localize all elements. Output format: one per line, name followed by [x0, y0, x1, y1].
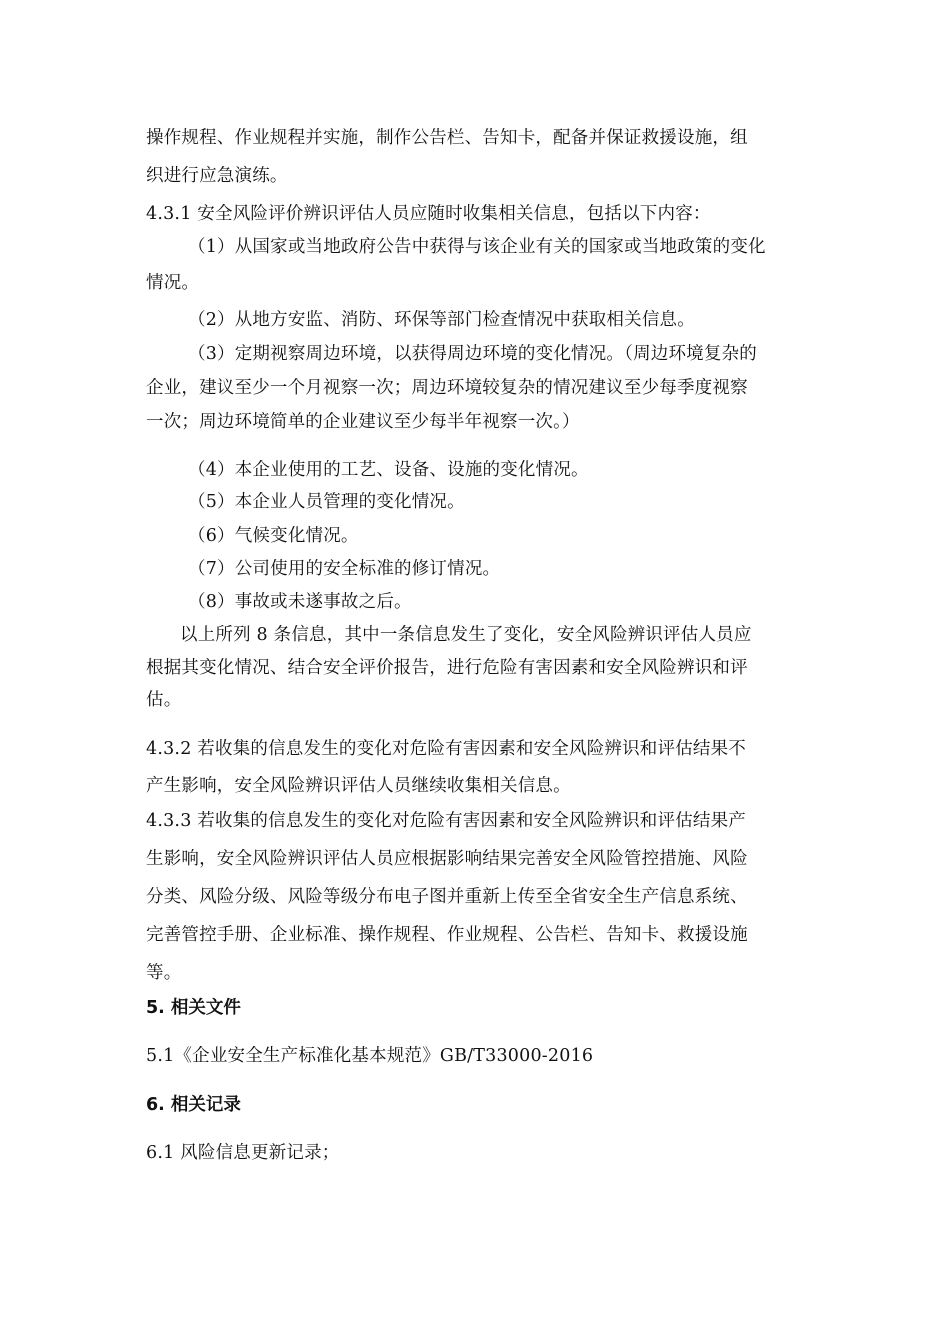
list-item-2: （2）从地方安监、消防、环保等部门检查情况中获取相关信息。 [188, 310, 695, 330]
list-item-8: （8）事故或未遂事故之后。 [188, 592, 412, 612]
text-line: 生影响，安全风险辨识评估人员应根据影响结果完善安全风险管控措施、风险 [146, 849, 748, 869]
text-line: 一次；周边环境简单的企业建议至少每半年视察一次。） [146, 412, 580, 432]
paragraph-line: 根据其变化情况、结合安全评价报告，进行危险有害因素和安全风险辨识和评 [146, 658, 748, 678]
list-item-1: （1）从国家或当地政府公告中获得与该企业有关的国家或当地政策的变化 [188, 237, 766, 257]
section-heading-5: 5. 相关文件 [146, 998, 241, 1018]
reference-5-1: 5.1《企业安全生产标准化基本规范》GB/T33000-2016 [146, 1046, 594, 1066]
record-6-1: 6.1 风险信息更新记录； [146, 1143, 340, 1163]
clause-4-3-3: 4.3.3 若收集的信息发生的变化对危险有害因素和安全风险辨识和评估结果产 [146, 811, 746, 831]
text-line: 企业，建议至少一个月视察一次；周边环境较复杂的情况建议至少每季度视察 [146, 378, 748, 398]
text-line: 等。 [146, 963, 182, 983]
list-item-5: （5）本企业人员管理的变化情况。 [188, 492, 465, 512]
text-line: 操作规程、作业规程并实施，制作公告栏、告知卡，配备并保证救援设施，组 [146, 128, 748, 148]
text-line: 产生影响，安全风险辨识评估人员继续收集相关信息。 [146, 776, 571, 796]
text-line: 4.3.1 安全风险评价辨识评估人员应随时收集相关信息，包括以下内容： [146, 204, 711, 224]
paragraph-line: 估。 [146, 690, 182, 710]
list-item-3: （3）定期视察周边环境，以获得周边环境的变化情况。（周边环境复杂的 [188, 344, 757, 364]
list-item-7: （7）公司使用的安全标准的修订情况。 [188, 559, 501, 579]
section-heading-6: 6. 相关记录 [146, 1095, 241, 1115]
text-line: 分类、风险分级、风险等级分布电子图并重新上传至全省安全生产信息系统、 [146, 887, 748, 907]
paragraph-line: 以上所列 8 条信息，其中一条信息发生了变化，安全风险辨识评估人员应 [180, 625, 752, 645]
text-line: 完善管控手册、企业标准、操作规程、作业规程、公告栏、告知卡、救援设施 [146, 925, 748, 945]
text-line: 织进行应急演练。 [146, 166, 288, 186]
clause-4-3-2: 4.3.2 若收集的信息发生的变化对危险有害因素和安全风险辨识和评估结果不 [146, 739, 746, 759]
text-line: 情况。 [146, 273, 200, 293]
list-item-6: （6）气候变化情况。 [188, 526, 359, 546]
list-item-4: （4）本企业使用的工艺、设备、设施的变化情况。 [188, 460, 589, 480]
